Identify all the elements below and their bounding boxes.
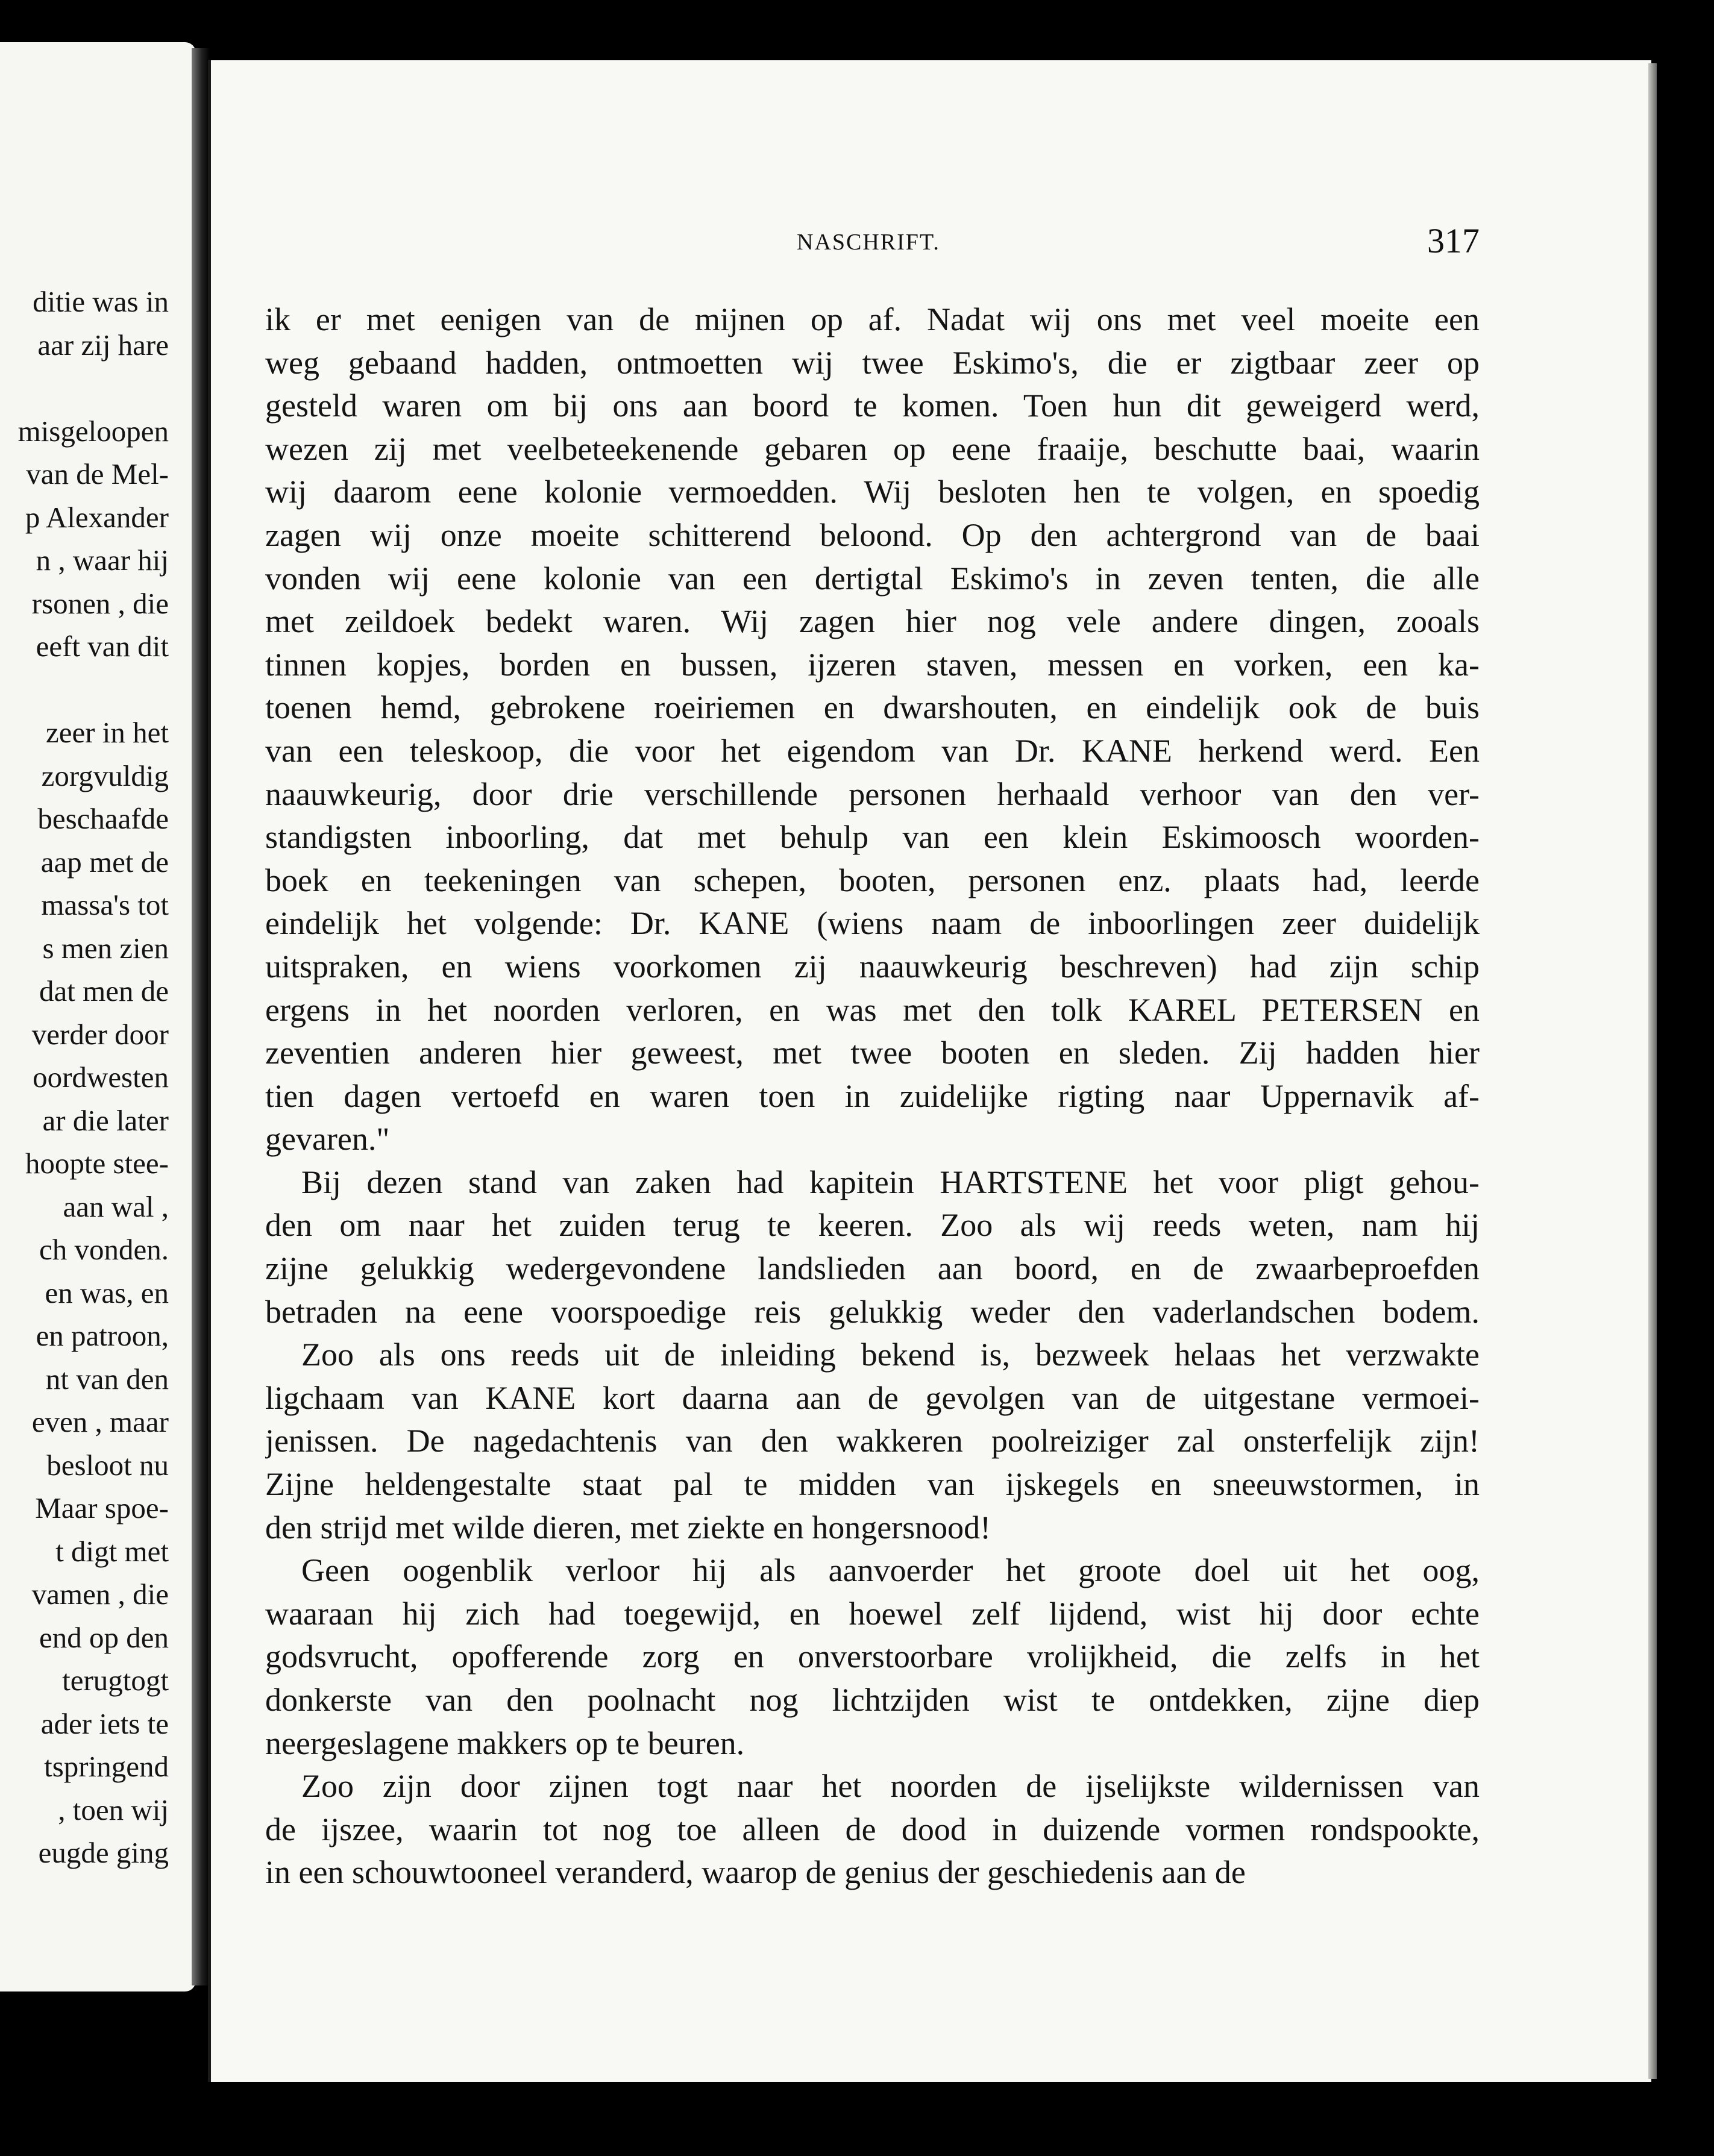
- left-page-line: t digt met: [55, 1534, 169, 1568]
- left-page-line: beschaafde: [37, 802, 169, 835]
- text-line: ergens in het noorden verloren, en was met den tolk KAREL PETERSEN en: [265, 991, 1480, 1028]
- text-line: tinnen kopjes, borden en bussen, ijzeren staven, messen en vorken, een ka-: [265, 646, 1480, 683]
- running-head: NASCHRIFT.: [797, 230, 940, 255]
- body-text: [265, 298, 1480, 1894]
- left-page-line: misgeloopen: [17, 414, 169, 448]
- text-line: donkerste van den poolnacht nog lichtzijden wist te ontdekken, zijne diep: [265, 1682, 1480, 1718]
- text-line: vonden wij eene kolonie van een dertigtal Eskimo's in zeven tenten, die alle: [265, 560, 1480, 597]
- left-page-line: tspringend: [44, 1750, 169, 1783]
- text-line: zijne gelukkig wedergevondene landslieden aan boord, en de zwaarbeproefden: [265, 1250, 1480, 1287]
- text-line: in een schouwtooneel veranderd, waarop de genius der geschiedenis aan de: [265, 1854, 1246, 1891]
- left-page-line: , toen wij: [58, 1793, 169, 1826]
- text-line: zagen wij onze moeite schitterend beloond. Op den achtergrond van de baai: [265, 516, 1480, 553]
- left-page-line: vamen , die: [31, 1578, 169, 1611]
- left-page-line: verder door: [31, 1017, 169, 1051]
- left-page-line: even , maar: [31, 1405, 169, 1438]
- text-line: den strijd met wilde dieren, met ziekte en hongersnood!: [265, 1509, 991, 1546]
- left-page-line: ditie was in: [33, 285, 169, 318]
- book-gutter: [192, 48, 210, 1985]
- left-page-line: aan wal ,: [63, 1189, 169, 1223]
- page-number: 317: [1427, 221, 1480, 260]
- left-page-line: n , waar hij: [36, 544, 169, 577]
- left-page-line: oordwesten: [33, 1061, 169, 1094]
- text-line: ligchaam van KANE kort daarna aan de gevolgen van de uitgestane vermoei-: [265, 1379, 1480, 1416]
- left-page-line: ar die later: [42, 1103, 169, 1137]
- left-page-line: Maar spoe-: [35, 1491, 169, 1525]
- text-line: de ijszee, waarin tot nog toe alleen de dood in duizende vormen rondspookte,: [265, 1811, 1480, 1847]
- text-line: neergeslagene makkers op te beuren.: [265, 1725, 745, 1761]
- text-line: ik er met eenigen van de mijnen op af. Nadat wij ons met veel moeite een: [265, 301, 1480, 337]
- text-line: naauwkeurig, door drie verschillende personen herhaald verhoor van den ver-: [265, 776, 1480, 812]
- left-page-line: hoopte stee-: [25, 1147, 169, 1180]
- text-line: uitspraken, en wiens voorkomen zij naauwkeurig beschreven) had zijn schip: [265, 948, 1480, 985]
- text-line: Zoo zijn door zijnen togt naar het noorden de ijselijkste wildernissen van: [301, 1768, 1480, 1805]
- left-page-line: p Alexander: [25, 500, 169, 534]
- text-line: gevaren.": [265, 1121, 390, 1158]
- text-line: Zijne heldengestalte staat pal te midden van ijskegels en sneeuwstormen, in: [265, 1466, 1480, 1503]
- left-page-line: ch vonden.: [39, 1233, 169, 1266]
- text-line: waaraan hij zich had toegewijd, en hoewel zelf lijdend, wist hij door echte: [265, 1595, 1480, 1632]
- text-line: wij daarom eene kolonie vermoedden. Wij besloten hen te volgen, en spoedig: [265, 474, 1480, 510]
- left-page-text: [0, 280, 169, 1875]
- left-page-line: end op den: [39, 1620, 169, 1654]
- left-page-line: [0, 366, 169, 410]
- left-page-line: massa's tot: [41, 888, 169, 921]
- text-line: gesteld waren om bij ons aan boord te komen. Toen hun dit geweigerd werd,: [265, 387, 1480, 424]
- left-page-line: aap met de: [40, 845, 169, 879]
- text-line: weg gebaand hadden, ontmoetten wij twee Eskimo's, die er zigtbaar zeer op: [265, 344, 1480, 381]
- left-page-line: van de Mel-: [26, 457, 169, 490]
- text-line: zeventien anderen hier geweest, met twee booten en sleden. Zij hadden hier: [265, 1035, 1480, 1071]
- text-line: godsvrucht, opofferende zorg en onverstoorbare vrolijkheid, die zelfs in het: [265, 1638, 1480, 1675]
- text-line: standigsten inboorling, dat met behulp van een klein Eskimoosch woorden-: [265, 819, 1480, 856]
- left-page-line: s men zien: [42, 931, 169, 965]
- text-line: met zeildoek bedekt waren. Wij zagen hier nog vele andere dingen, zooals: [265, 603, 1480, 640]
- text-line: van een teleskoop, die voor het eigendom van Dr. KANE herkend werd. Een: [265, 732, 1480, 769]
- left-page-line: en patroon,: [36, 1319, 169, 1352]
- text-line: jenissen. De nagedachtenis van den wakkeren poolreiziger zal onsterfelijk zijn!: [265, 1423, 1480, 1459]
- text-line: wezen zij met veelbeteekenende gebaren op eene fraaije, beschutte baai, waarin: [265, 430, 1480, 467]
- text-line: toenen hemd, gebrokene roeiriemen en dwarshouten, en eindelijk ook de buis: [265, 689, 1480, 726]
- text-line: boek en teekeningen van schepen, booten, personen enz. plaats had, leerde: [265, 862, 1480, 898]
- left-page-line: rsonen , die: [31, 586, 169, 620]
- left-page-line: dat men de: [39, 974, 169, 1007]
- left-page-line: eugde ging: [38, 1836, 169, 1869]
- text-line: Bij dezen stand van zaken had kapitein HARTSTENE het voor pligt gehou-: [301, 1164, 1480, 1200]
- page-edge: [1648, 63, 1657, 2079]
- left-page-line: zorgvuldig: [41, 759, 169, 792]
- left-facing-page: [0, 42, 196, 1991]
- left-page-line: en was, en: [45, 1276, 169, 1309]
- left-page-line: nt van den: [45, 1362, 169, 1396]
- text-line: Zoo als ons reeds uit de inleiding bekend is, bezweek helaas het verzwakte: [301, 1337, 1480, 1373]
- text-line: Geen oogenblik verloor hij als aanvoerder het groote doel uit het oog,: [301, 1552, 1480, 1589]
- text-line: betraden na eene voorspoedige reis gelukkig weder den vaderlandschen bodem.: [265, 1293, 1480, 1330]
- left-page-line: aar zij hare: [37, 328, 169, 362]
- left-page-line: ader iets te: [40, 1706, 169, 1740]
- left-page-line: eeft van dit: [36, 630, 169, 663]
- left-page-line: [0, 668, 169, 712]
- text-line: tien dagen vertoefd en waren toen in zuidelijke rigting naar Uppernavik af-: [265, 1077, 1480, 1114]
- left-page-line: besloot nu: [46, 1448, 169, 1482]
- left-page-line: zeer in het: [45, 716, 169, 749]
- left-page-line: terugtogt: [62, 1664, 169, 1697]
- text-line: eindelijk het volgende: Dr. KANE (wiens naam de inboorlingen zeer duidelijk: [265, 905, 1480, 942]
- text-line: den om naar het zuiden terug te keeren. Zoo als wij reeds weten, nam hij: [265, 1207, 1480, 1244]
